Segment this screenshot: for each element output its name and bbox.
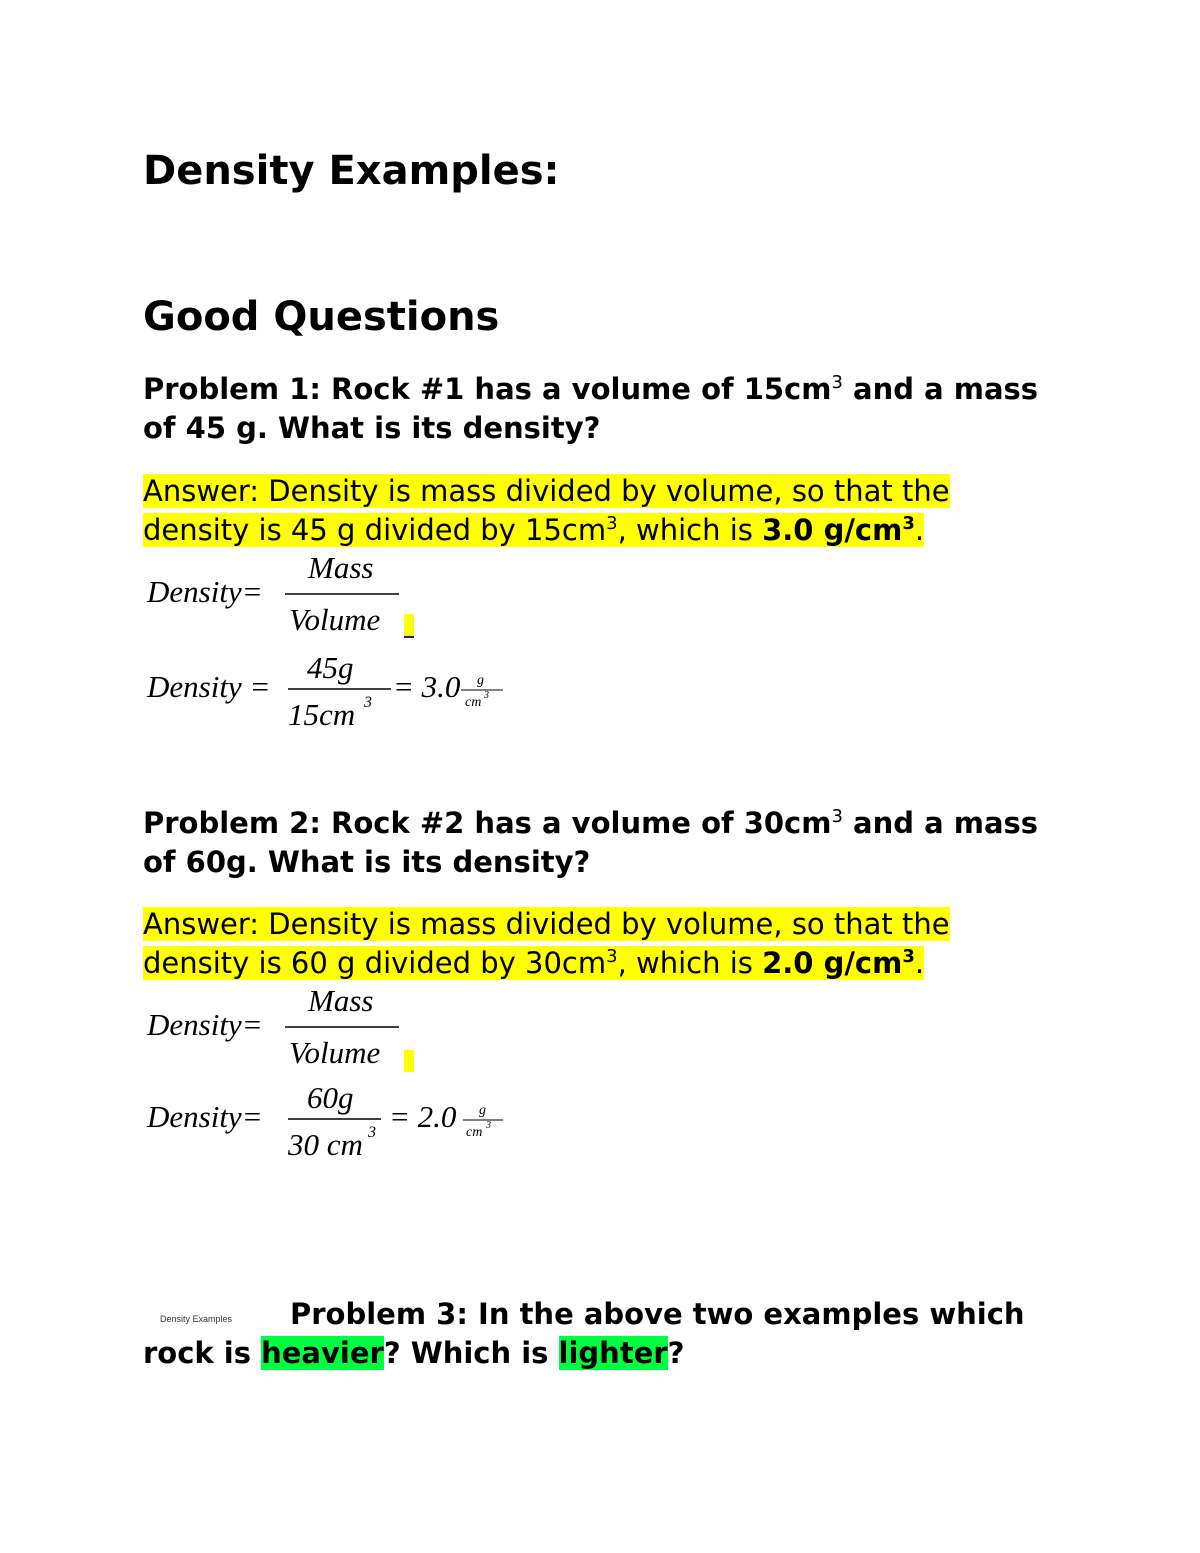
problem-2-density-formula <box>143 983 443 1078</box>
page-title: Density Examples: <box>143 148 560 194</box>
highlight-mark <box>404 1050 414 1072</box>
svg-text:= 3.0: = 3.0 <box>393 669 461 704</box>
svg-text:g: g <box>479 1103 486 1118</box>
svg-text:45g: 45g <box>307 650 354 685</box>
svg-text:cm: cm <box>466 1125 483 1140</box>
problem-3-question: Problem 3: In the above two examples which rock is heavier? Which is lighter? <box>143 1297 1025 1370</box>
problem-1-question: Problem 1: Rock #1 has a volume of $15cm^3$ and a mass of 45 g. What is its density? <box>143 372 1039 445</box>
embedded-caption: Density Examples <box>160 1314 233 1324</box>
svg-text:Mass: Mass <box>308 550 374 585</box>
problem-1-answer: Answer: Density is mass divided by volume, so that the density is 45 g divided by $15cm^3$, which is 3.0 $g/cm^3$. <box>143 474 950 547</box>
problem-2-answer: Answer: Density is mass divided by volume, so that the density is 60 g divided by $30cm^3$, which is 2.0 $g/cm^3$. <box>143 907 950 980</box>
svg-text:Volume: Volume <box>289 602 381 637</box>
svg-text:= 2.0: = 2.0 <box>389 1099 457 1134</box>
svg-text:3: 3 <box>484 690 489 701</box>
svg-text:3: 3 <box>364 694 372 711</box>
svg-text:Volume: Volume <box>289 1035 381 1070</box>
problem-2-density-calculation <box>143 1080 543 1175</box>
svg-text:3: 3 <box>486 1120 491 1131</box>
svg-text:g: g <box>477 673 484 688</box>
svg-text:60g: 60g <box>307 1080 354 1115</box>
svg-text:Density=: Density= <box>147 574 263 609</box>
svg-text:Density =: Density = <box>147 669 271 704</box>
section-heading: Good Questions <box>143 294 500 340</box>
svg-text:Density=: Density= <box>147 1007 263 1042</box>
svg-text:3: 3 <box>368 1124 376 1141</box>
problem-1-density-formula <box>143 550 443 645</box>
svg-text:Mass: Mass <box>308 983 374 1018</box>
problem-2-question: Problem 2: Rock #2 has a volume of $30cm^3$ and a mass of 60g. What is its density? <box>143 806 1039 879</box>
svg-text:cm: cm <box>465 695 482 710</box>
svg-text:Density=: Density= <box>147 1099 263 1134</box>
problem-1-density-calculation <box>143 650 543 745</box>
highlight-mark <box>404 614 414 638</box>
svg-text:15cm: 15cm <box>288 697 356 732</box>
svg-text:30 cm: 30 cm <box>288 1127 363 1162</box>
